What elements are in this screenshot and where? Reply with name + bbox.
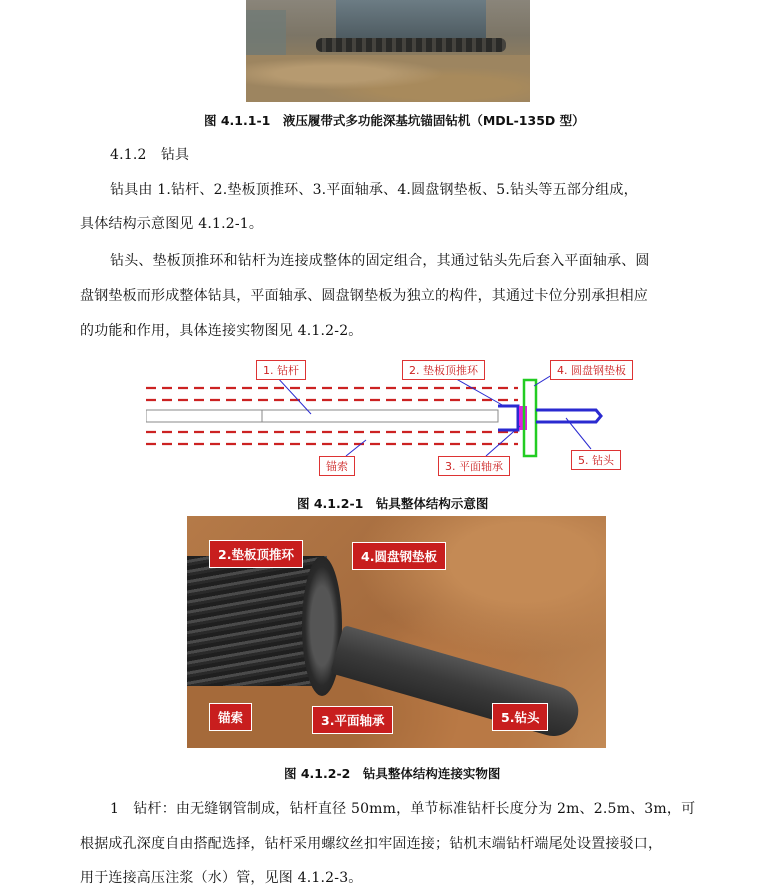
paragraph-2-line-2: 盘钢垫板而形成整体钻具，平面轴承、圆盘钢垫板为独立的构件，其通过卡位分别承担相应 xyxy=(80,288,648,304)
paragraph-2-line-1: 钻头、垫板顶推环和钻杆为连接成整体的固定组合，其通过钻头先后套入平面轴承、圆 xyxy=(110,253,650,269)
photo-label-drill-bit: 5.钻头 xyxy=(492,703,548,731)
push-ring-shape xyxy=(498,406,518,430)
leader-push-ring xyxy=(451,376,504,406)
paragraph-2-line-3: 的功能和作用，具体连接实物图见 4.1.2-2。 xyxy=(80,323,363,339)
figure-caption-photo: 图 4.1.2-2 钻具整体结构连接实物图 xyxy=(284,766,501,781)
figure-caption-schematic: 图 4.1.2-1 钻具整体结构示意图 xyxy=(297,496,489,511)
photo-label-anchor-cable: 锚索 xyxy=(209,703,252,731)
label-bearing: 3. 平面轴承 xyxy=(438,456,510,476)
photo-label-steel-plate: 4.圆盘钢垫板 xyxy=(352,542,446,570)
figure-caption-drilling-machine: 图 4.1.1-1 液压履带式多功能深基坑锚固钻机（MDL-135D 型） xyxy=(204,113,585,128)
label-drill-rod: 1. 钻杆 xyxy=(256,360,306,380)
label-steel-plate: 4. 圆盘钢垫板 xyxy=(550,360,633,380)
drill-tool-schematic xyxy=(146,352,646,482)
photo-label-bearing: 3.平面轴承 xyxy=(312,706,393,734)
label-drill-bit: 5. 钻头 xyxy=(571,450,621,470)
item-1-line-1: 1 钻杆：由无缝钢管制成，钻杆直径 50mm，单节标准钻杆长度分为 2m、2.5m、3m，可 xyxy=(110,801,696,817)
leader-drill-rod xyxy=(276,376,311,414)
paragraph-1-line-1: 钻具由 1.钻杆、2.垫板顶推环、3.平面轴承、4.圆盘钢垫板、5.钻头等五部分组成， xyxy=(110,182,638,198)
drill-rod-shape xyxy=(146,410,498,422)
item-1-line-3: 用于连接高压注浆（水）管，见图 4.1.2-3。 xyxy=(80,870,363,886)
drill-bit-shape xyxy=(536,410,601,422)
item-1-line-2: 根据成孔深度自由搭配选择，钻杆采用螺纹丝扣牢固连接；钻机末端钻杆端尾处设置接驳口， xyxy=(80,836,663,852)
photo-label-push-ring: 2.垫板顶推环 xyxy=(209,540,303,568)
leader-anchor-cable xyxy=(346,440,366,456)
label-push-ring: 2. 垫板顶推环 xyxy=(402,360,485,380)
label-anchor-cable: 锚索 xyxy=(319,456,355,476)
section-heading: 4.1.2 钻具 xyxy=(110,147,190,163)
drilling-machine-photo xyxy=(246,0,530,102)
drill-tool-photo xyxy=(187,516,606,748)
paragraph-1-line-2: 具体结构示意图见 4.1.2-1。 xyxy=(80,216,264,232)
